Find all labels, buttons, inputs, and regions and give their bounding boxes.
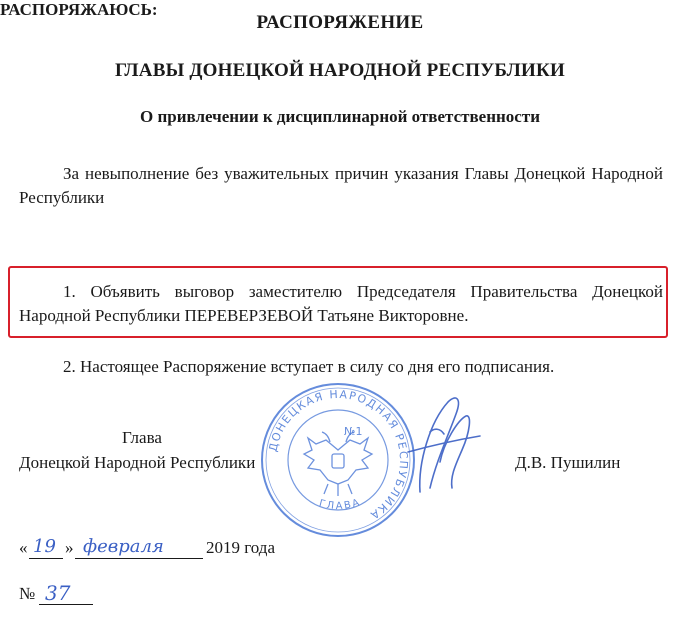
document-subject: О привлечении к дисциплинарной ответственности: [139, 107, 540, 126]
document-subtitle: ГЛАВЫ ДОНЕЦКОЙ НАРОДНОЙ РЕСПУБЛИКИ: [115, 60, 565, 81]
stamp-bottom-text: ГЛАВА: [317, 496, 363, 513]
date-month-underline: [75, 558, 203, 559]
handwritten-signature: [400, 392, 485, 502]
signatory-position-line2: Донецкой Народной Республики: [19, 453, 256, 472]
official-stamp: [258, 380, 418, 540]
date-line: [19, 538, 419, 562]
document-number-line: [19, 581, 139, 610]
date-day-underline: [29, 558, 63, 559]
date-month: февраля: [83, 536, 164, 557]
date-day: 19: [33, 536, 56, 557]
decree-item-1: 1. Объявить выговор заместителю Председателя Правительства Донецкой Народной Республики ПЕРЕВЕРЗЕВОЙ Татьяне Викторовне.: [19, 282, 663, 325]
stamp-number: №1: [344, 425, 363, 438]
number-underline: [39, 604, 93, 605]
signatory-position-line1: Глава: [122, 428, 162, 447]
stamp-ring-text: ДОНЕЦКАЯ НАРОДНАЯ РЕСПУБЛИКА: [266, 387, 411, 523]
decree-heading: РАСПОРЯЖАЮСЬ:: [0, 0, 158, 19]
document-title: РАСПОРЯЖЕНИЕ: [256, 12, 424, 33]
date-year: 2019 года: [206, 538, 276, 557]
intro-paragraph: За невыполнение без уважительных причин указания Главы Донецкой Народной Республики: [19, 164, 663, 207]
eagle-emblem-icon: [304, 432, 372, 496]
number-value: 37: [45, 581, 71, 605]
decree-item-2: 2. Настоящее Распоряжение вступает в силу со дня его подписания.: [63, 357, 555, 376]
svg-text:ГЛАВА: [318, 497, 363, 512]
number-label: №: [19, 584, 36, 603]
date-open-quote: «: [19, 538, 28, 557]
signatory-name: Д.В. Пушилин: [515, 453, 621, 472]
date-close-quote: »: [65, 538, 74, 557]
